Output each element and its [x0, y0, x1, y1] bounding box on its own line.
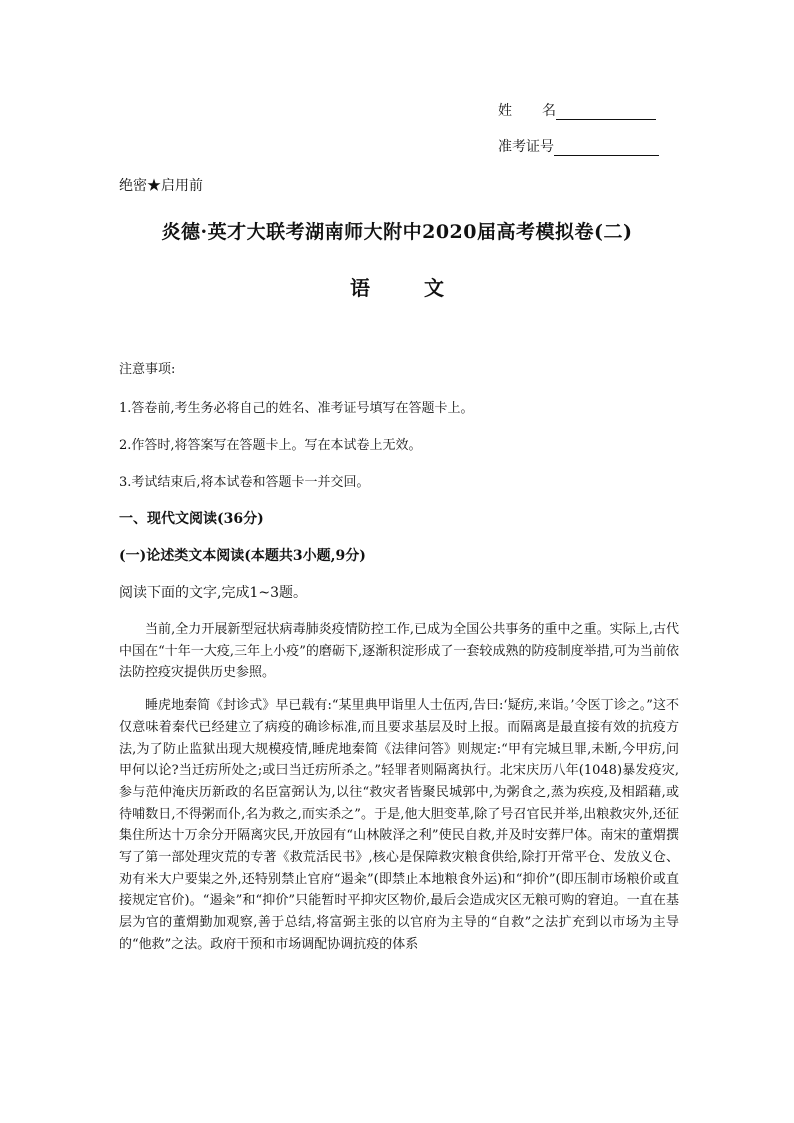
subject-char-2: 文: [424, 276, 444, 300]
name-field: [498, 100, 656, 120]
subsection-heading: (一)论述类文本阅读(本题共3小题,9分): [119, 548, 366, 564]
name-blank: [556, 103, 656, 120]
exam-title: 炎德·英才大联考湖南师大附中2020届高考模拟卷(二): [161, 221, 633, 243]
exam-id-blank: [554, 139, 659, 156]
secrecy-mark: 绝密★启用前: [119, 178, 203, 194]
section-heading: 一、现代文阅读(36分): [119, 511, 264, 527]
name-label-char2: 名: [542, 103, 556, 119]
reading-instruction: 阅读下面的文字,完成1~3题。: [119, 585, 307, 601]
exam-id-label: 准考证号: [498, 139, 554, 155]
passage-paragraph-1: 当前,全力开展新型冠状病毒肺炎疫情防控工作,已成为全国公共事务的重中之重。实际上,古代中国在“十年一大疫,三年上小疫”的磨砺下,逐渐积淀形成了一套较成熟的防疫制度举措,可为当前依法防控疫灾提供历史参照。: [119, 622, 679, 681]
note-item-3: 3.考试结束后,将本试卷和答题卡一并交回。: [119, 475, 370, 490]
exam-id-field: [498, 136, 659, 156]
note-item-2: 2.作答时,将答案写在答题卡上。写在本试卷上无效。: [119, 438, 422, 453]
subject-char-1: 语: [350, 276, 370, 300]
notes-heading: 注意事项:: [119, 362, 176, 377]
name-label-char1: 姓: [498, 103, 512, 119]
passage-paragraph-2: 睡虎地秦简《封诊式》早已载有:“某里典甲诣里人士伍丙,告曰:‘疑疠,来诣。’令医丁诊之。”这不仅意味着秦代已经建立了病疫的确诊标准,而且要求基层及时上报。而隔离是最直接有效的抗疫方法,为了防止监狱出现大规模疫情,睡虎地秦简《法律问答》则规定:“甲有完城旦罪,未断,今甲疠,问甲何以论?当迁疠所处之;或曰当迁疠所杀之。”轻罪者则隔离执行。北宋庆历八年(1048)暴发疫灾,参与范仲淹庆历新政的名臣富弼认为,以往“救灾者皆聚民城郭中,为粥食之,蒸为疾疫,及相蹈藉,或待哺数日,不得粥而仆,名为救之,而实杀之”。于是,他大胆变革,除了号召官民并举,出粮救灾外,还征集住所达十万余分开隔离灾民,开放园有“山林陂泽之利”使民自救,并及时安葬尸体。南宋的董煟撰写了第一部处理灾荒的专著《救荒活民书》,核心是保障救灾粮食供给,除打开常平仓、发放义仓、劝有米大户要粜之外,还特别禁止官府“遏籴”(即禁止本地粮食外运)和“抑价”(即压制市场粮价或直接规定官价)。“遏籴”和“抑价”只能暂时平抑灾区物价,最后会造成灾区无粮可购的窘迫。一直在基层为官的董煟勤加观察,善于总结,将富弼主张的以官府为主导的“自救”之法扩充到以市场为主导的“他救”之法。政府干预和市场调配协调抗疫的体系: [119, 698, 679, 952]
passage: [119, 619, 679, 956]
note-item-1: 1.答卷前,考生务必将自己的姓名、准考证号填写在答题卡上。: [119, 401, 474, 416]
